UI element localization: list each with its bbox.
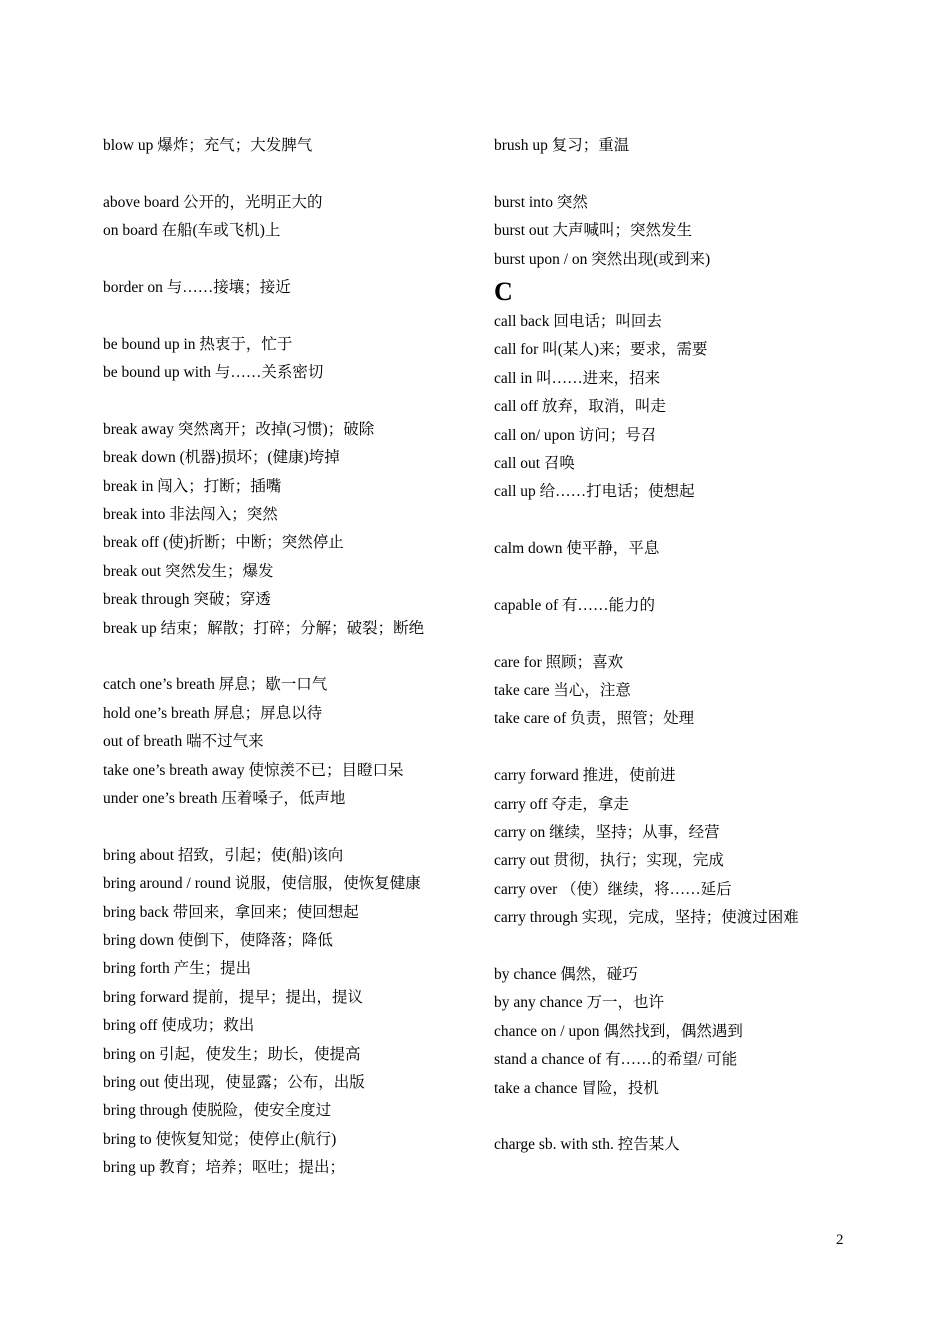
phrase-entry: break up 结束；解散；打碎；分解；破裂；断绝 [103,619,425,637]
section-heading-c: C [494,276,513,306]
phrase-entry: be bound up with 与……关系密切 [103,364,324,382]
phrase-entry: break away 突然离开；改掉(习惯)；破除 [103,420,375,438]
phrase-entry: break through 突破；穿透 [103,591,271,609]
phrase-entry: carry out 贯彻，执行；实现，完成 [494,852,724,870]
phrase-entry: call for 叫(某人)来；要求，需要 [494,341,708,359]
phrase-entry: bring about 招致，引起；使(船)该向 [103,846,344,864]
phrase-entry: break down (机器)损坏；(健康)垮掉 [103,449,340,467]
phrase-entry: break in 闯入；打断；插嘴 [103,477,282,495]
phrase-entry: bring through 使脱险，使安全度过 [103,1102,332,1120]
phrase-entry: care for 照顾；喜欢 [494,653,624,671]
blank-line [103,388,473,416]
phrase-entry: take one’s breath away 使惊羡不已；目瞪口呆 [103,761,404,779]
phrase-entry: bring on 引起，使发生；助长，使提高 [103,1045,361,1063]
blank-line [494,620,894,648]
phrase-entry: be bound up in 热衷于，忙于 [103,335,293,353]
right-column-b-entries [494,132,894,274]
phrase-entry: carry over （使）继续，将……延后 [494,880,732,898]
blank-line [494,734,894,762]
phrase-entry: bring around / round 说服，使信服，使恢复健康 [103,875,421,893]
phrase-entry: burst out 大声喊叫；突然发生 [494,222,693,240]
blank-line [494,563,894,591]
phrase-entry: call up 给……打电话；使想起 [494,483,695,501]
phrase-entry: break into 非法闯入；突然 [103,506,278,524]
phrase-entry: call in 叫……进来，招来 [494,369,661,387]
phrase-entry: out of breath 喘不过气来 [103,733,264,751]
phrase-entry: take a chance 冒险，投机 [494,1079,659,1097]
blank-line [494,160,894,188]
phrase-entry: break out 突然发生；爆发 [103,562,274,580]
phrase-entry: bring out 使出现，使显露；公布，出版 [103,1073,365,1091]
blank-line [103,643,473,671]
phrase-entry: by any chance 万一，也许 [494,994,665,1012]
phrase-entry: call on/ upon 访问；号召 [494,426,657,444]
phrase-entry: bring to 使恢复知觉；使停止(航行) [103,1130,337,1148]
left-column [103,132,473,1182]
phrase-entry: under one’s breath 压着嗓子，低声地 [103,789,346,807]
phrase-entry: hold one’s breath 屏息；屏息以待 [103,704,323,722]
page-number: 2 [836,1232,844,1248]
phrase-entry: call out 召唤 [494,454,575,472]
phrase-entry: call back 回电话；叫回去 [494,312,662,330]
phrase-entry: break off (使)折断；中断；突然停止 [103,534,344,552]
phrase-entry: carry through 实现，完成，坚持；使渡过困难 [494,909,799,927]
phrase-entry: stand a chance of 有……的希望/ 可能 [494,1051,738,1069]
phrase-entry: border on 与……接壤；接近 [103,278,291,296]
phrase-entry: bring forth 产生；提出 [103,960,252,978]
phrase-entry: chance on / upon 偶然找到，偶然遇到 [494,1022,743,1040]
phrase-entry: bring down 使倒下，使降落；降低 [103,931,333,949]
phrase-entry: charge sb. with sth. 控告某人 [494,1136,680,1154]
right-column [494,132,894,1160]
phrase-entry: bring forward 提前，提早；提出，提议 [103,988,364,1006]
phrase-entry: on board 在船(车或飞机)上 [103,222,281,240]
phrase-entry: carry off 夺走，拿走 [494,795,629,813]
phrase-entry: blow up 爆炸；充气；大发脾气 [103,137,313,154]
phrase-entry: burst into 突然 [494,193,588,211]
phrase-entry: take care 当心，注意 [494,682,631,700]
phrase-entry: by chance 偶然，碰巧 [494,965,638,983]
phrase-entry: carry forward 推进，使前进 [494,767,676,785]
blank-line [494,1103,894,1131]
phrase-entry: take care of 负责，照管；处理 [494,710,695,728]
blank-line [494,933,894,961]
phrase-entry: bring up 教育；培养；呕吐；提出； [103,1159,345,1177]
right-column-c-entries [494,308,894,1160]
blank-line [494,507,894,535]
phrase-entry: brush up 复习；重温 [494,137,630,154]
blank-line [103,160,473,188]
phrase-entry: bring back 带回来，拿回来；使回想起 [103,903,359,921]
phrase-entry: above board 公开的，光明正大的 [103,193,323,211]
phrase-entry: call off 放弃，取消，叫走 [494,398,666,416]
blank-line [103,246,473,274]
phrase-entry: catch one’s breath 屏息；歇一口气 [103,676,328,694]
phrase-entry: burst upon / on 突然出现(或到来) [494,250,711,268]
phrase-entry: bring off 使成功；救出 [103,1017,255,1035]
phrase-entry: calm down 使平静，平息 [494,540,660,558]
phrase-entry: capable of 有……能力的 [494,596,655,614]
blank-line [103,302,473,330]
blank-line [103,813,473,841]
phrase-entry: carry on 继续，坚持；从事，经营 [494,823,720,841]
